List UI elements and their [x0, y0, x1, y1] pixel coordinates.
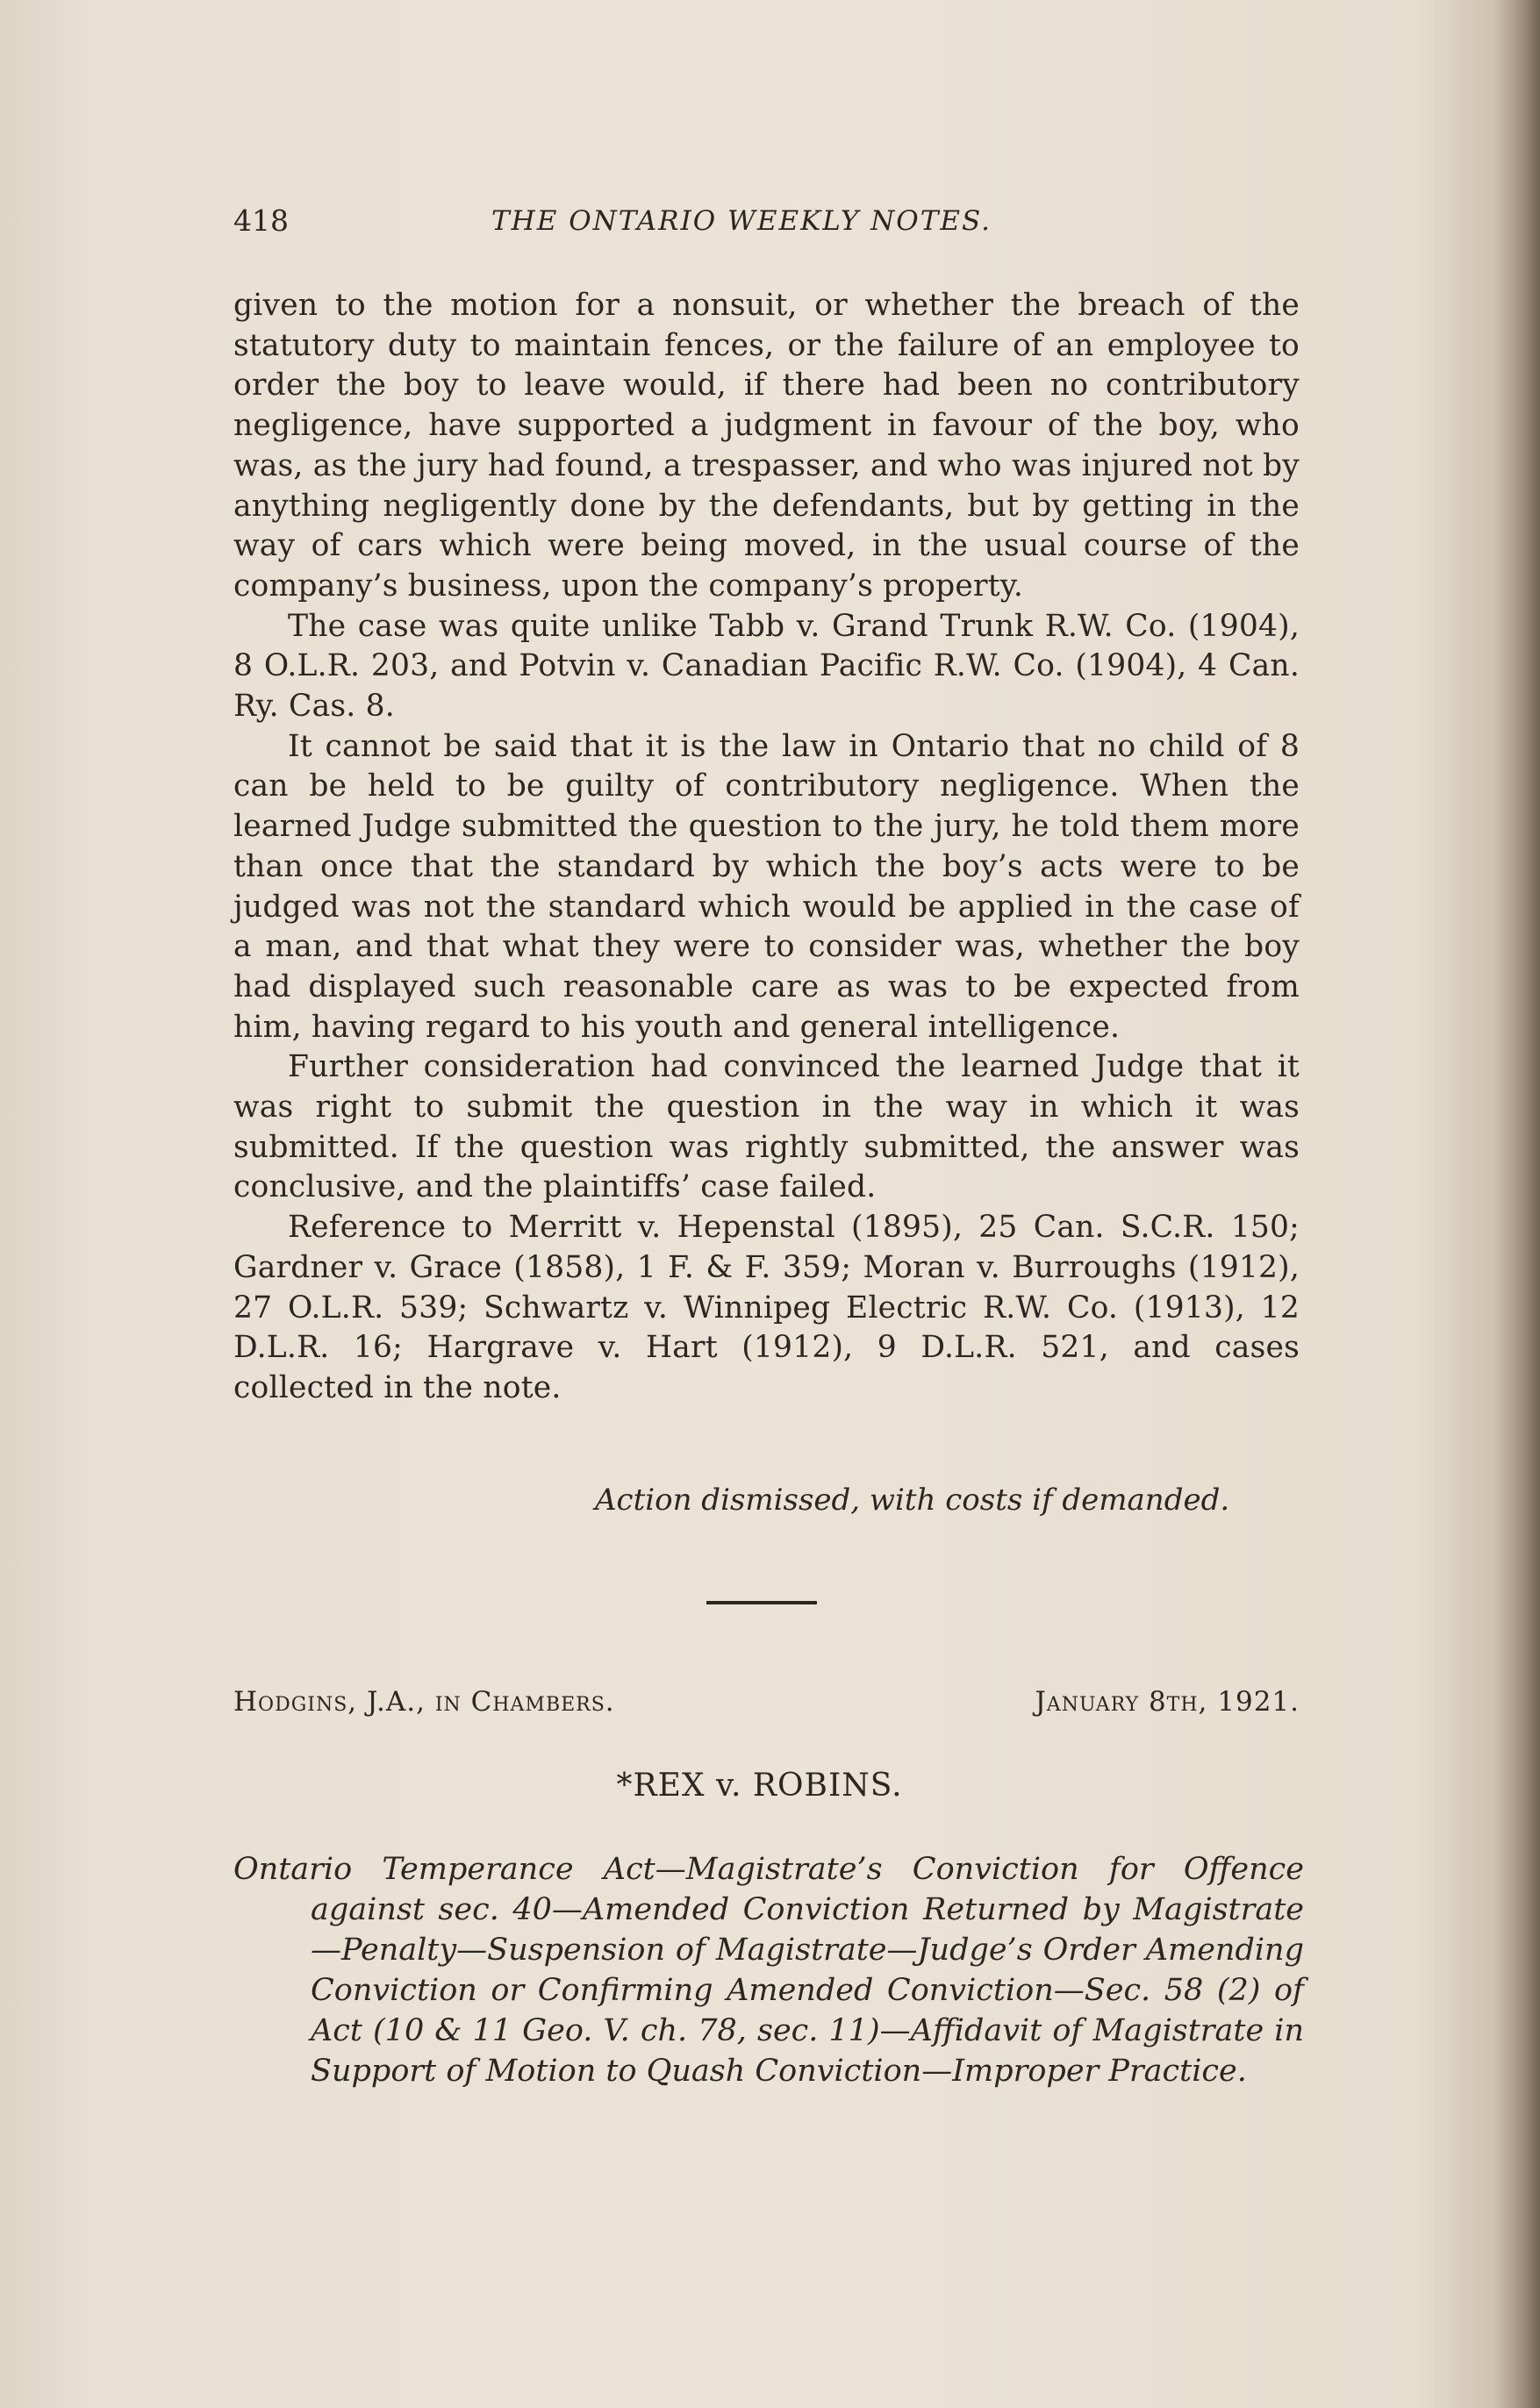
case-title: *REX v. ROBINS.: [616, 1768, 903, 1804]
paragraph-further-consideration: Further consideration had convinced the learned Judge that it was right to submit the question in the way in which it was submitted. If the question was rightly submitted, the answer was conclusive, and the plaintiffs’ case failed.: [233, 1049, 1300, 1205]
disposition: Action dismissed, with costs if demanded.: [595, 1483, 1230, 1518]
headnote: Ontario Temperance Act—Magistrate’s Conviction for Offence against sec. 40—Amended Conviction Returned by Magistrate—Penalty—Suspension of Magistrate—Judge’s Order Amending Conviction or Confirming Amended Conviction—Sec. 58 (2) of Act (10 & 11 Geo. V. ch. 78, sec. 11)—Affidavit of Magistrate in Support of Motion to Quash Conviction—Improper Practice.: [233, 1852, 1304, 2089]
court-date: January 8th, 1921.: [1035, 1686, 1300, 1718]
court-judge: Hodgins, J.A., in Chambers.: [233, 1686, 615, 1718]
running-head: THE ONTARIO WEEKLY NOTES.: [491, 205, 992, 237]
case-title-wrapper: [0, 1768, 1540, 1804]
page-header: [233, 204, 1300, 247]
paragraph-contributory-negligence: It cannot be said that it is the law in Ontario that no child of 8 can be held to be guilty of contributory negligence. When the learned Judge submitted the question to the jury, he told them more than once that the standard by which the boy’s acts were to be judged was not the standard which would be applied in the case of a man, and that what they were to consider was, whether the boy had displayed such reasonable care as was to be expected from him, having regard to his youth and general intelligence.: [233, 728, 1300, 1045]
paragraph-tabb-case: The case was quite unlike Tabb v. Grand Trunk R.W. Co. (1904), 8 O.L.R. 203, and Potvin v. Canadian Pacific R.W. Co. (1904), 4 Can. Ry. Cas. 8.: [233, 608, 1300, 725]
paragraph-references: Reference to Merritt v. Hepenstal (1895), 25 Can. S.C.R. 150; Gardner v. Grace (1858), 1 F. & F. 359; Moran v. Burroughs (1912), 27 O.L.R. 539; Schwartz v. Winnipeg Electric R.W. Co. (1913), 12 D.L.R. 16; Hargrave v. Hart (1912), 9 D.L.R. 521, and cases collected in the note.: [233, 1210, 1300, 1405]
page-number: 418: [233, 204, 289, 238]
judgment-text: [233, 286, 1300, 1409]
section-divider: [706, 1601, 817, 1604]
paragraph-continuation: given to the motion for a nonsuit, or whether the breach of the statutory duty to maintain fences, or the failure of an employee to order the boy to leave would, if there had been no contributory negligence, have supported a judgment in favour of the boy, who was, as the jury had found, a trespasser, and who was injured not by anything negligently done by the defendants, but by getting in the way of cars which were being moved, in the usual course of the company’s business, upon the company’s property.: [233, 288, 1300, 604]
